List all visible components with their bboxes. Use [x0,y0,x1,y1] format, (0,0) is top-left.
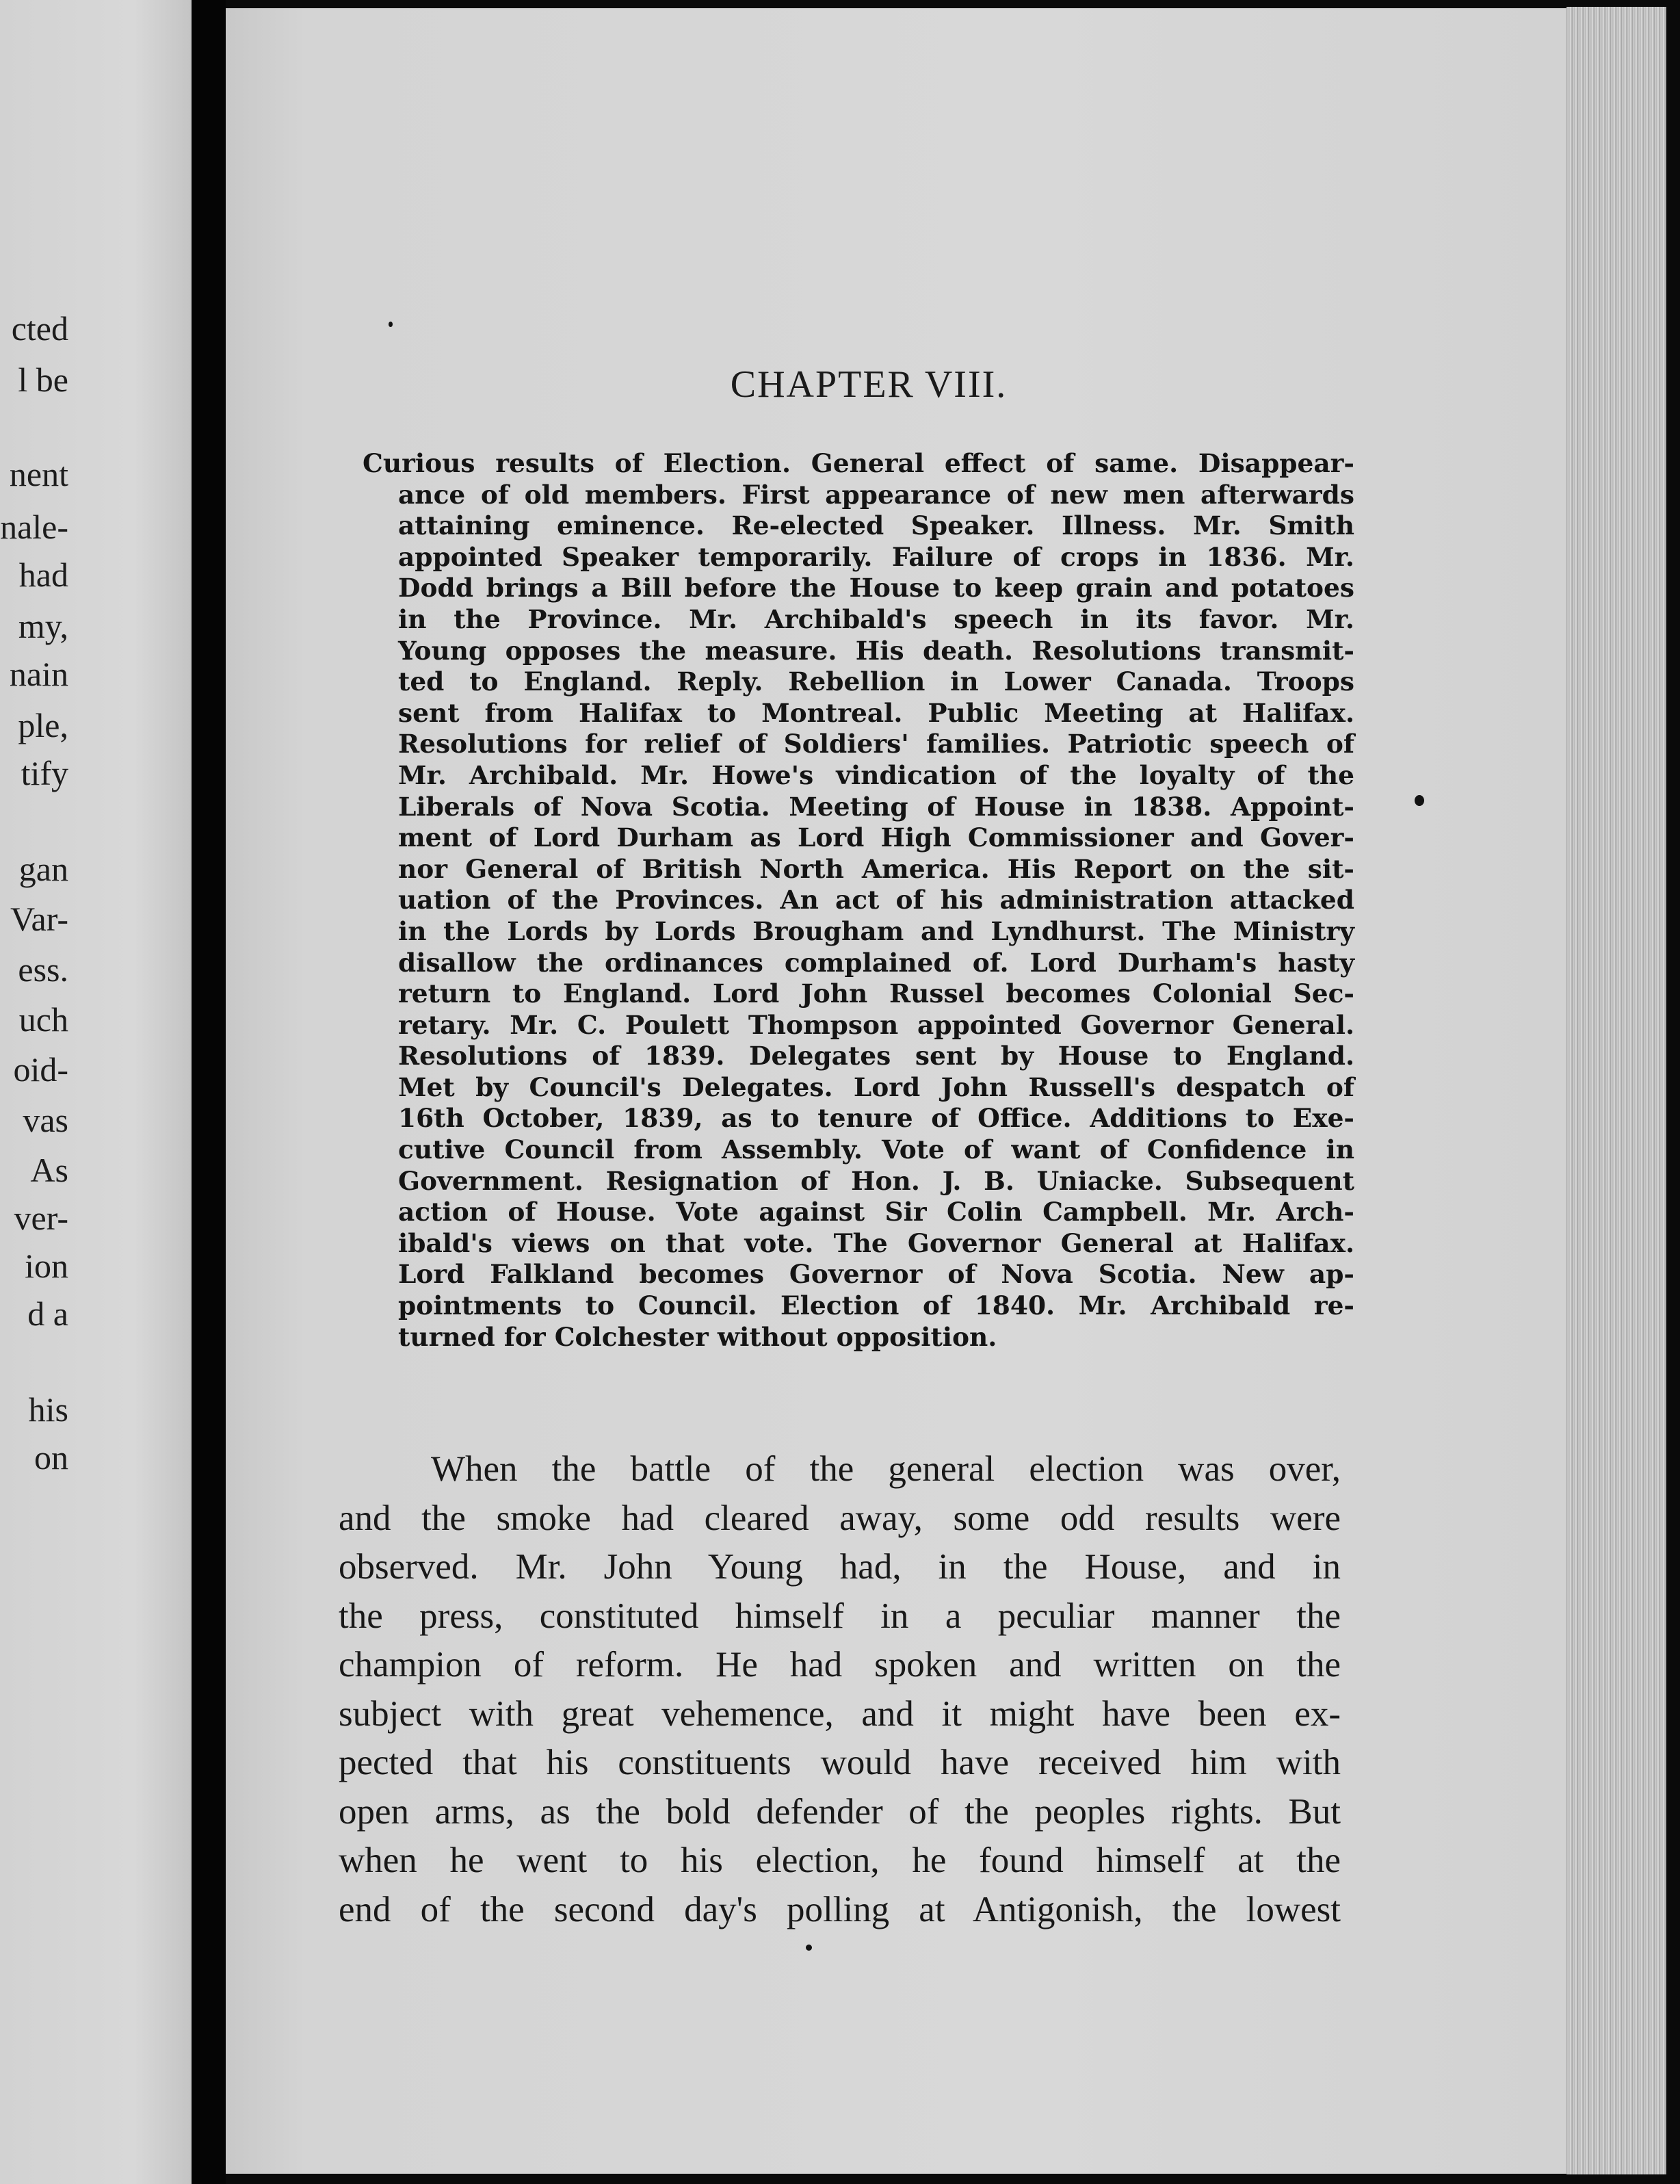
scan-speck [389,322,393,327]
summary-line: pointments to Council. Election of 1840. Mr. Archibald re- [398,1290,1354,1321]
summary-line: action of House. Vote against Sir Colin Campbell. Mr. Arch- [398,1197,1354,1227]
left-page-edge [0,0,192,2184]
summary-line: Liberals of Nova Scotia. Meeting of House in 1838. Appoint- [398,791,1354,822]
body-line: subject with great vehemence, and it might have been ex- [339,1693,1341,1734]
left-page-text-fragment: l be [18,361,68,399]
left-page-text-fragment: Var- [10,900,68,938]
body-line: the press, constituted himself in a peculiar manner the [339,1596,1341,1636]
left-page-text-fragment: ver- [14,1199,68,1237]
chapter-heading: CHAPTER VIII. [730,363,1008,406]
summary-line: ted to England. Reply. Rebellion in Lower Canada. Troops [398,666,1354,697]
summary-line: return to England. Lord John Russel becomes Colonial Sec- [398,978,1354,1009]
left-page-text-fragment: his [28,1390,68,1429]
book-gutter [192,0,226,2184]
body-line: observed. Mr. John Young had, in the House, and in [339,1547,1341,1587]
body-line: when he went to his election, he found himself at the [339,1841,1341,1880]
left-page-text-fragment: nain [9,655,68,693]
left-page-text-fragment: As [30,1151,68,1189]
summary-line: turned for Colchester without opposition. [398,1321,997,1352]
left-page-text-fragment: had [18,556,68,594]
scan-speck [1415,795,1424,806]
left-page-text-fragment: oid- [13,1050,68,1089]
body-line: and the smoke had cleared away, some odd results were [339,1498,1341,1538]
summary-line: uation of the Provinces. An act of his administration attacked [398,885,1354,915]
summary-line: in the Province. Mr. Archibald's speech in its favor. Mr. [398,603,1354,634]
left-page-text-fragment: ple, [18,706,68,744]
summary-line: Resolutions of 1839. Delegates sent by House to England. [398,1041,1354,1071]
body-line: open arms, as the bold defender of the peoples rights. But [339,1791,1341,1832]
left-page-text-fragment: uch [18,1000,68,1039]
body-line: end of the second day's polling at Antigonish, the lowest [339,1889,1341,1929]
summary-line: Curious results of Election. General effect of same. Disappear- [363,448,1354,478]
page-stack-edges [1566,7,1666,2174]
summary-line: 16th October, 1839, as to tenure of Office. Additions to Exe- [398,1103,1354,1134]
summary-line: disallow the ordinances complained of. Lord Durham's hasty [398,947,1354,978]
body-line: When the battle of the general election was over, [431,1449,1341,1489]
body-paragraph [339,1445,1341,1934]
chapter-summary [363,448,1354,1353]
summary-line: ment of Lord Durham as Lord High Commissioner and Gover- [398,822,1354,853]
summary-line: Government. Resignation of Hon. J. B. Uniacke. Subsequent [398,1165,1354,1196]
summary-line: Met by Council's Delegates. Lord John Russell's despatch of [398,1071,1354,1102]
left-page-text-fragment: d a [27,1295,68,1333]
summary-line: in the Lords by Lords Brougham and Lyndhurst. The Ministry [398,915,1354,946]
left-page-text-fragment: tify [21,754,68,792]
left-page-text-fragment: ion [25,1247,68,1285]
left-page-text-fragment: gan [18,850,68,888]
summary-line: appointed Speaker temporarily. Failure of crops in 1836. Mr. [398,541,1354,572]
left-page-text-fragment: vas [23,1101,68,1139]
summary-line: ance of old members. First appearance of new men afterwards [398,479,1354,510]
left-page-text-fragment: ess. [18,950,68,989]
summary-line: Resolutions for relief of Soldiers' families. Patriotic speech of [398,729,1354,759]
summary-line: sent from Halifax to Montreal. Public Meeting at Halifax. [398,697,1354,728]
summary-line: ibald's views on that vote. The Governor General at Halifax. [398,1227,1354,1258]
summary-line: nor General of British North America. His Report on the sit- [398,853,1354,884]
summary-line: Young opposes the measure. His death. Resolutions transmit- [398,635,1354,666]
summary-line: Lord Falkland becomes Governor of Nova Scotia. New ap- [398,1259,1354,1290]
scan-border [1666,0,1680,2184]
summary-line: cutive Council from Assembly. Vote of want of Confidence in [398,1134,1354,1165]
left-page-text-fragment: nale- [0,508,68,546]
body-line: champion of reform. He had spoken and written on the [339,1645,1341,1685]
body-line: pected that his constituents would have received him with [339,1743,1341,1782]
summary-line: attaining eminence. Re-elected Speaker. Illness. Mr. Smith [398,510,1354,541]
left-page-text-fragment: my, [18,607,68,645]
scan-speck [806,1945,812,1951]
left-page-text-fragment: on [34,1438,68,1477]
summary-line: retary. Mr. C. Poulett Thompson appointed Governor General. [398,1009,1354,1040]
summary-line: Mr. Archibald. Mr. Howe's vindication of the loyalty of the [398,759,1354,790]
summary-line: Dodd brings a Bill before the House to keep grain and potatoes [398,573,1354,603]
left-page-text-fragment: nent [9,455,68,493]
left-page-text-fragment: cted [11,309,68,348]
